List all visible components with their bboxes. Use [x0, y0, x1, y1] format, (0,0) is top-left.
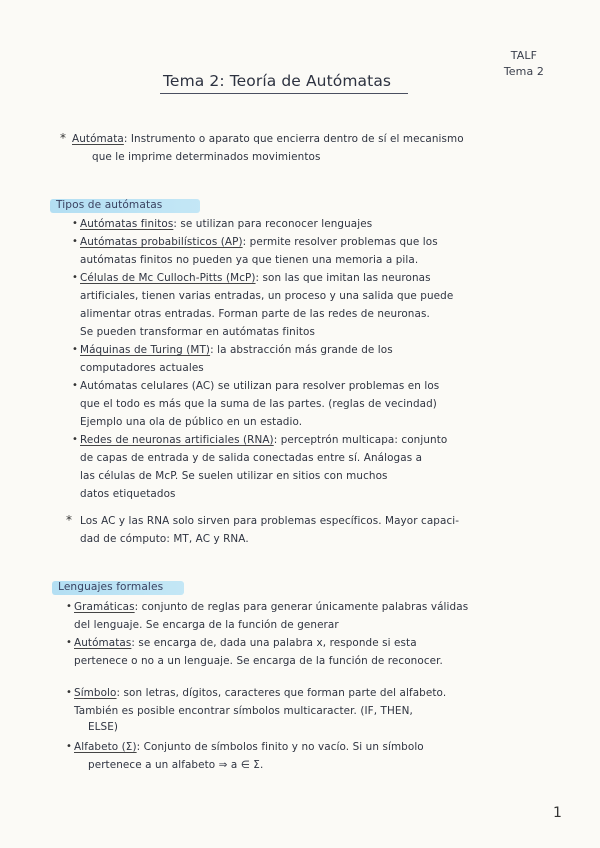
- section-tipos-heading: Tipos de autómatas: [56, 199, 163, 211]
- item-text: : permite resolver problemas que los: [242, 236, 438, 248]
- item-text: las células de McP. Se suelen utilizar en sitios con muchos: [80, 470, 388, 482]
- page-number: 1: [552, 805, 562, 821]
- item-text: : perceptrón multicapa: conjunto: [273, 434, 448, 446]
- bullet-dot: •: [66, 687, 72, 698]
- note-line-2: dad de cómputo: MT, AC y RNA.: [80, 533, 249, 545]
- item-text: computadores actuales: [80, 362, 204, 374]
- list-item: [80, 272, 431, 284]
- intro-line-1: [72, 133, 464, 145]
- intro-term: Autómata: [72, 133, 124, 145]
- item-term: Alfabeto (Σ): [74, 741, 137, 753]
- list-item: [80, 236, 438, 248]
- intro-rest: : Instrumento o aparato que encierra dentro de sí el mecanismo: [123, 133, 464, 145]
- item-text: del lenguaje. Se encarga de la función de generar: [74, 619, 339, 631]
- bullet-dot: •: [72, 434, 78, 445]
- item-term: Máquinas de Turing (MT): [80, 344, 211, 356]
- item-term: Células de Mc Culloch-Pitts (McP): [80, 272, 256, 284]
- asterisk-icon: *: [66, 513, 73, 527]
- item-text: alimentar otras entradas. Forman parte de las redes de neuronas.: [80, 308, 430, 320]
- item-term: Símbolo: [74, 687, 117, 699]
- list-item: Autómatas celulares (AC) se utilizan para resolver problemas en los: [80, 380, 440, 392]
- item-text: : son las que imitan las neuronas: [255, 272, 431, 284]
- item-text: ELSE): [88, 721, 119, 733]
- list-item: [74, 601, 468, 613]
- topic-label: Tema 2: [503, 65, 544, 78]
- title-underline: [160, 93, 408, 94]
- bullet-dot: •: [72, 344, 78, 355]
- bullet-dot: •: [72, 272, 78, 283]
- item-text: : conjunto de reglas para generar únicamente palabras válidas: [134, 601, 469, 613]
- item-term: Redes de neuronas artificiales (RNA): [80, 434, 274, 446]
- item-text: que el todo es más que la suma de las partes. (reglas de vecindad): [80, 398, 437, 410]
- intro-line-2: que le imprime determinados movimientos: [92, 151, 321, 163]
- bullet-dot: •: [72, 218, 78, 229]
- item-text: : se utilizan para reconocer lenguajes: [173, 218, 373, 230]
- course-code: TALF: [510, 49, 538, 62]
- page-title: Tema 2: Teoría de Autómatas: [163, 72, 392, 90]
- bullet-dot: •: [66, 741, 72, 752]
- item-term: Autómatas finitos: [80, 218, 174, 230]
- list-item: [74, 637, 417, 649]
- note-line-1: Los AC y las RNA solo sirven para problemas específicos. Mayor capaci-: [80, 515, 460, 527]
- item-text: : la abstracción más grande de los: [210, 344, 393, 356]
- list-item: [80, 434, 447, 446]
- item-text: pertenece a un alfabeto ⇒ a ∈ Σ.: [88, 759, 264, 771]
- item-text: datos etiquetados: [80, 488, 176, 500]
- bullet-dot: •: [72, 380, 78, 391]
- item-text: Se pueden transformar en autómatas finitos: [80, 326, 315, 338]
- item-text: Ejemplo una ola de público en un estadio.: [80, 416, 303, 428]
- section-lenguajes-heading: Lenguajes formales: [58, 581, 164, 593]
- list-item: [80, 218, 372, 230]
- list-item: [74, 741, 424, 753]
- item-text: : son letras, dígitos, caracteres que forman parte del alfabeto.: [116, 687, 447, 699]
- item-text: de capas de entrada y de salida conectadas entre sí. Análogas a: [80, 452, 423, 464]
- item-text: : se encarga de, dada una palabra x, responde si esta: [131, 637, 417, 649]
- list-item: [80, 344, 393, 356]
- item-term: Autómatas probabilísticos (AP): [80, 236, 243, 248]
- asterisk-icon: *: [60, 131, 67, 145]
- item-text: artificiales, tienen varias entradas, un proceso y una salida que puede: [80, 290, 454, 302]
- item-term: Autómatas: [74, 637, 132, 649]
- bullet-dot: •: [66, 637, 72, 648]
- corner-label: [504, 48, 544, 80]
- item-text: También es posible encontrar símbolos multicaracter. (IF, THEN,: [74, 705, 413, 717]
- item-text: pertenece o no a un lenguaje. Se encarga de la función de reconocer.: [74, 655, 443, 667]
- item-text: autómatas finitos no pueden ya que tienen una memoria a pila.: [80, 254, 419, 266]
- item-term: Gramáticas: [74, 601, 135, 613]
- bullet-dot: •: [72, 236, 78, 247]
- item-text: : Conjunto de símbolos finito y no vacío. Si un símbolo: [136, 741, 424, 753]
- bullet-dot: •: [66, 601, 72, 612]
- list-item: [74, 687, 446, 699]
